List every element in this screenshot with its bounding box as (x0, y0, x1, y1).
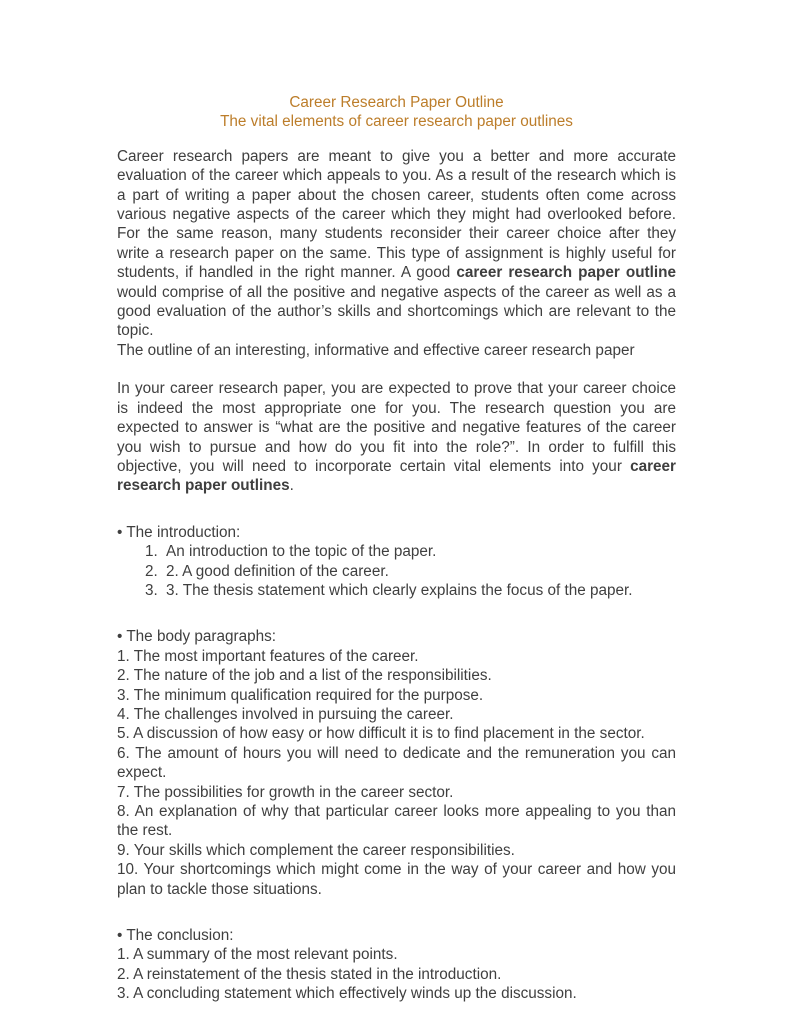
body-list-item: 10. Your shortcomings which might come in the way of your career and how you plan to tackle those situations. (117, 861, 676, 898)
intro-list-item (117, 562, 676, 581)
section-heading-body-paragraphs: • The body paragraphs: (117, 628, 276, 646)
conclusion-list-item: 1. A summary of the most relevant points. (117, 946, 398, 964)
section-heading-introduction: • The introduction: (117, 523, 241, 541)
paragraph-text: would comprise of all the positive and negative aspects of the career as well as a good evaluation of the author’s skills and shortcomings which are relevant to the topic. (117, 283, 676, 340)
body-list-item: 8. An explanation of why that particular career looks more appealing to you than the rest. (117, 803, 676, 840)
list-item-text: 2. A good definition of the career. (166, 562, 389, 580)
bold-keyphrase: career research paper outlines (117, 457, 676, 495)
introduction-list (117, 542, 676, 600)
paragraph-text: . (289, 477, 294, 495)
document-title: Career Research Paper Outline (289, 94, 504, 111)
body-list-item: 2. The nature of the job and a list of the responsibilities. (117, 667, 492, 685)
outline-lead-line: The outline of an interesting, informative and effective career research paper (117, 341, 635, 359)
paragraph-vital-elements (117, 379, 676, 495)
list-item-number: 2. (145, 562, 158, 580)
paragraph-text: In your career research paper, you are expected to prove that your career choice is indeed the most appropriate one for you. The research question you are expected to answer is “what are the positive and negative features of the career you wish to pursue and how do you fit into the role?”. In order to fulfill this objective, you will need to incorporate certain vital elements into your (117, 380, 676, 475)
conclusion-list-item: 3. A concluding statement which effectively winds up the discussion. (117, 985, 577, 1003)
body-list-item: 6. The amount of hours you will need to dedicate and the remuneration you can expect. (117, 744, 676, 782)
document-content (117, 0, 676, 1004)
body-list-item: 7. The possibilities for growth in the career sector. (117, 783, 454, 801)
body-list-item: 1. The most important features of the career. (117, 647, 419, 665)
conclusion-list-item: 2. A reinstatement of the thesis stated in the introduction. (117, 965, 502, 983)
body-list-item: 3. The minimum qualification required for the purpose. (117, 686, 484, 704)
list-item-number: 3. (145, 581, 158, 599)
body-list-item: 4. The challenges involved in pursuing the career. (117, 705, 454, 723)
document-subtitle: The vital elements of career research paper outlines (220, 113, 573, 131)
paragraph-career-research-intro (117, 147, 676, 341)
body-list-item: 5. A discussion of how easy or how difficult it is to find placement in the sector. (117, 725, 645, 743)
section-heading-conclusion: • The conclusion: (117, 927, 234, 945)
intro-list-item (117, 581, 676, 600)
bold-keyphrase: career research paper outline (456, 264, 676, 282)
conclusion-list (117, 945, 676, 1003)
title-block (117, 93, 676, 132)
body-paragraphs-list (117, 647, 676, 899)
list-item-text: An introduction to the topic of the paper. (166, 543, 437, 561)
paragraph-text: Career research papers are meant to give you a better and more accurate evaluation of the career which appeals to you. As a result of the research which is a part of writing a paper about the chosen career, students often come across various negative aspects of the career which they might had overlooked before. For the same reason, many students reconsider their career choice after they write a research paper on the same. This type of assignment is highly useful for students, if handled in the right manner. A good (117, 147, 676, 282)
list-item-text: 3. The thesis statement which clearly explains the focus of the paper. (166, 581, 633, 599)
intro-list-item (117, 542, 676, 561)
body-list-item: 9. Your skills which complement the career responsibilities. (117, 841, 515, 859)
list-item-number: 1. (145, 543, 158, 561)
